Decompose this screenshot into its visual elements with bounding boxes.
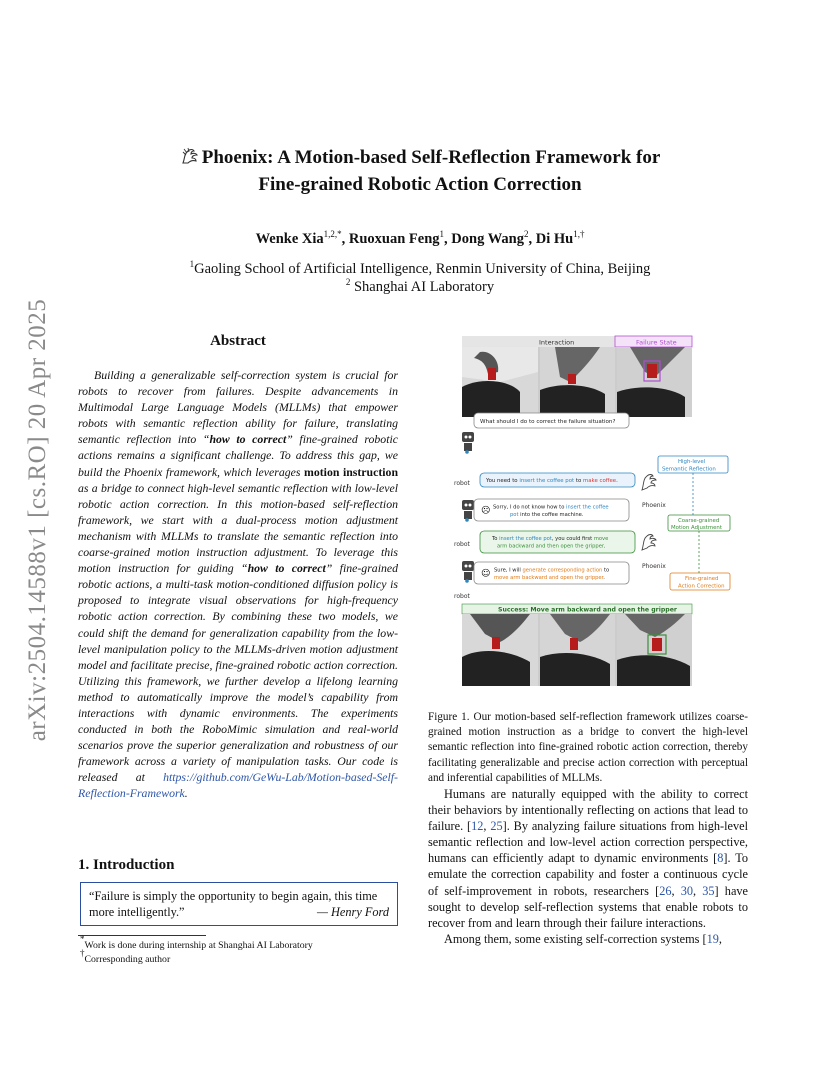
robot-icon [462,561,474,583]
phoenix-label: Phoenix [642,502,666,509]
sad-face-icon: ☹ [481,506,491,516]
author-name: Wenke Xia [255,231,324,247]
success-frame-2 [540,614,615,686]
citation-link[interactable]: 8 [717,851,724,866]
arxiv-stamp [8,280,68,760]
paper-title [90,146,750,197]
affiliation-1: Gaoling School of Artificial Intelligence, Renmin University of China, Beijing [194,261,651,277]
code-link[interactable]: https://github.com/GeWu-Lab/Motion-based-Self-Reflection-Framework [78,770,398,801]
abstract-emphasis: how to correct [247,561,326,576]
body-text: , [718,931,722,946]
stage-coarse-line2: Motion Adjustment [671,525,722,531]
footnote-mark: † [80,948,85,958]
phoenix-reply-2-line1: To insert the coffee pot, you could first move [492,536,609,542]
citation-link[interactable]: 35 [702,883,715,898]
happy-face-icon: ☺ [481,569,491,579]
author-name: Dong Wang [451,231,524,247]
robot-label: robot [454,593,470,600]
citation-link[interactable]: 12 [471,819,484,834]
success-label: Success: Move arm backward and open the gripper [498,606,677,614]
citation-link[interactable]: 26 [659,883,672,898]
robot-icon [462,432,474,454]
body-text: Among them, some existing self-correction systems [ [444,931,707,946]
stage-coarse-line1: Coarse-grained [678,518,720,524]
abstract-emphasis: motion instruction [304,464,399,479]
title-line-2: Fine-grained Robotic Action Correction [258,174,582,195]
abstract-text: Building a generalizable self-correction system is crucial for robots to recover from failures. Despite advancements in Multimodal Large Language Models (MLLMs) that empower robots with semantic reflection ability for failure, translating semantic reflection into “ [78,368,398,447]
arxiv-stamp-text: arXiv:2504.14588v1 [cs.RO] 20 Apr 2025 [24,298,51,742]
intro-body [428,786,748,947]
interaction-frame-3 [617,347,692,417]
body-text: ] have sought to develop self-reflection systems that enable robots to recover from and learn through their failure interactions. [428,883,749,930]
robot-icon [462,500,474,522]
robot-reply-1-line2: pot into the coffee machine. [510,512,584,518]
footnote [80,948,400,966]
body-text: , [483,819,491,834]
footnote [80,934,400,952]
affil-mark: 1 [189,259,195,269]
failure-state-label: Failure State [636,338,677,347]
figure-1-diagram [440,332,770,697]
author-list: Wenke Xia$^{1,2,*}$, Ruoxuan Feng$^1$, Dong Wang$^2$, Di $Hu^{1,\dagger}$ [255,229,585,247]
footnote-text: Work is done during internship at Shanghai AI Laboratory [84,940,313,951]
author-name: Ruoxuan Feng [348,231,440,247]
interaction-frame-2 [540,347,615,417]
epigraph-author: — Henry Ford [317,905,389,919]
success-frame-3 [617,614,692,686]
abstract-text: . [184,786,188,801]
figure-1 [440,332,770,697]
body-text: ]. By analyzing failure situations from high-level semantic reflection and low-level action correction perspective, humans can efficiently adapt to dynamic environments [ [428,819,748,866]
footnote-mark: * [80,934,85,944]
title-line-1: Phoenix: A Motion-based Self-Reflection Framework for [201,147,661,168]
interaction-label: Interaction [539,338,575,347]
interaction-frame-1 [462,347,538,417]
abstract-emphasis: how to correct [209,432,287,447]
body-text: ]. To emulate the correction capability and foster a continuous cycle of self-improvement in robots, researchers [ [428,851,748,898]
phoenix-reply-2-line2: arm backward and then open the gripper. [497,543,606,550]
phoenix-logo-icon [180,146,200,173]
phoenix-label: Phoenix [642,563,666,570]
footnote-text: Corresponding author [84,954,171,965]
body-text: Humans are naturally equipped with the ability to correct their behaviors by intentionally reflecting on actions that lead to failure. [ [428,787,748,834]
abstract-body [78,367,398,802]
phoenix-reply-1-text: You need to insert the coffee pot to make coffee. [486,478,618,484]
abstract-text: as a bridge to connect high-level semantic reflection with low-level robotic action correction. In this motion-based self-reflection framework, we start with a dual-process motion adjustment mechanism with MLLMs to translate the semantic reflection into coarse-grained motion instruction adjustment. To leverage this motion instruction for guiding “ [78,480,398,576]
author-affil-mark: 1 [439,229,445,239]
citation-link[interactable]: 19 [706,931,719,946]
body-text: , [671,883,681,898]
stage-high-level-line1: High-level [678,459,706,465]
epigraph-text: “Failure is simply the opportunity to begin again, this time more intelligently.” [89,889,378,919]
author-affil-mark: 1,2,* [323,229,342,239]
abstract-heading: Abstract [210,333,266,349]
stage-fine-line1: Fine-grained [685,576,719,582]
stage-fine-line2: Action Correction [678,583,725,590]
epigraph-box [80,882,398,926]
affiliations [90,260,750,296]
phoenix-bird-icon [642,475,656,491]
question-text: What should I do to correct the failure situation? [480,419,616,425]
phoenix-reply-2 [480,531,635,553]
robot-reply-2-line1: Sure, I will generate corresponding action to [494,567,610,574]
author-name: Di Hu [535,231,574,247]
citation-link[interactable]: 25 [490,819,503,834]
affil-mark: 2 [345,277,351,287]
success-frame-1 [462,614,538,686]
affiliation-2: Shanghai AI Laboratory [353,279,495,295]
section-heading: 1. Introduction [78,857,175,873]
robot-label: robot [454,541,470,548]
phoenix-bird-icon [642,535,656,551]
stage-high-level-line2: Semantic Reflection [662,466,716,473]
figure-caption: Figure 1. Our motion-based self-reflection framework utilizes coarse-grained motion instruction as a bridge to convert the high-level semantic reflection into fine-grained robotic action correction, thereby facilitating generalizable and precise action correction with perceptual and inferential capabilities of MLLMs. [428,711,748,784]
abstract-text: ” fine-grained robotic actions, a multi-task motion-conditioned diffusion policy is proposed to integrate visual observations for high-frequency robotic action correction. By combining these two models, we could shift the demand for generalization capability from the low-level manipulation policy to the MLLMs-driven motion adjustment model and facilitate precise, fine-grained robotic action correction. Utilizing this framework, we further develop a lifelong learning method to automatically improve the model’s capability from interactions with dynamic environments. The experiments conducted in both the RoboMimic simulation and real-world scenarios prove the superior generalization and robustness of our framework across a variety of manipulation tasks. Our code is released at [78,561,398,785]
robot-label: robot [454,480,470,487]
robot-reply-1-line1: Sorry, I do not know how to insert the coffee [493,504,609,511]
citation-link[interactable]: 30 [680,883,694,898]
abstract-text: ” fine-grained robotic actions remains a significant challenge. To address this gap, we build the Phoenix framework, which leverages [78,432,398,479]
author-affil-mark: 1,† [573,229,585,239]
body-text: , [693,883,703,898]
robot-reply-2-line2: move arm backward and open the gripper. [494,575,605,581]
footnote-divider [78,935,206,936]
author-affil-mark: 2 [523,229,529,239]
